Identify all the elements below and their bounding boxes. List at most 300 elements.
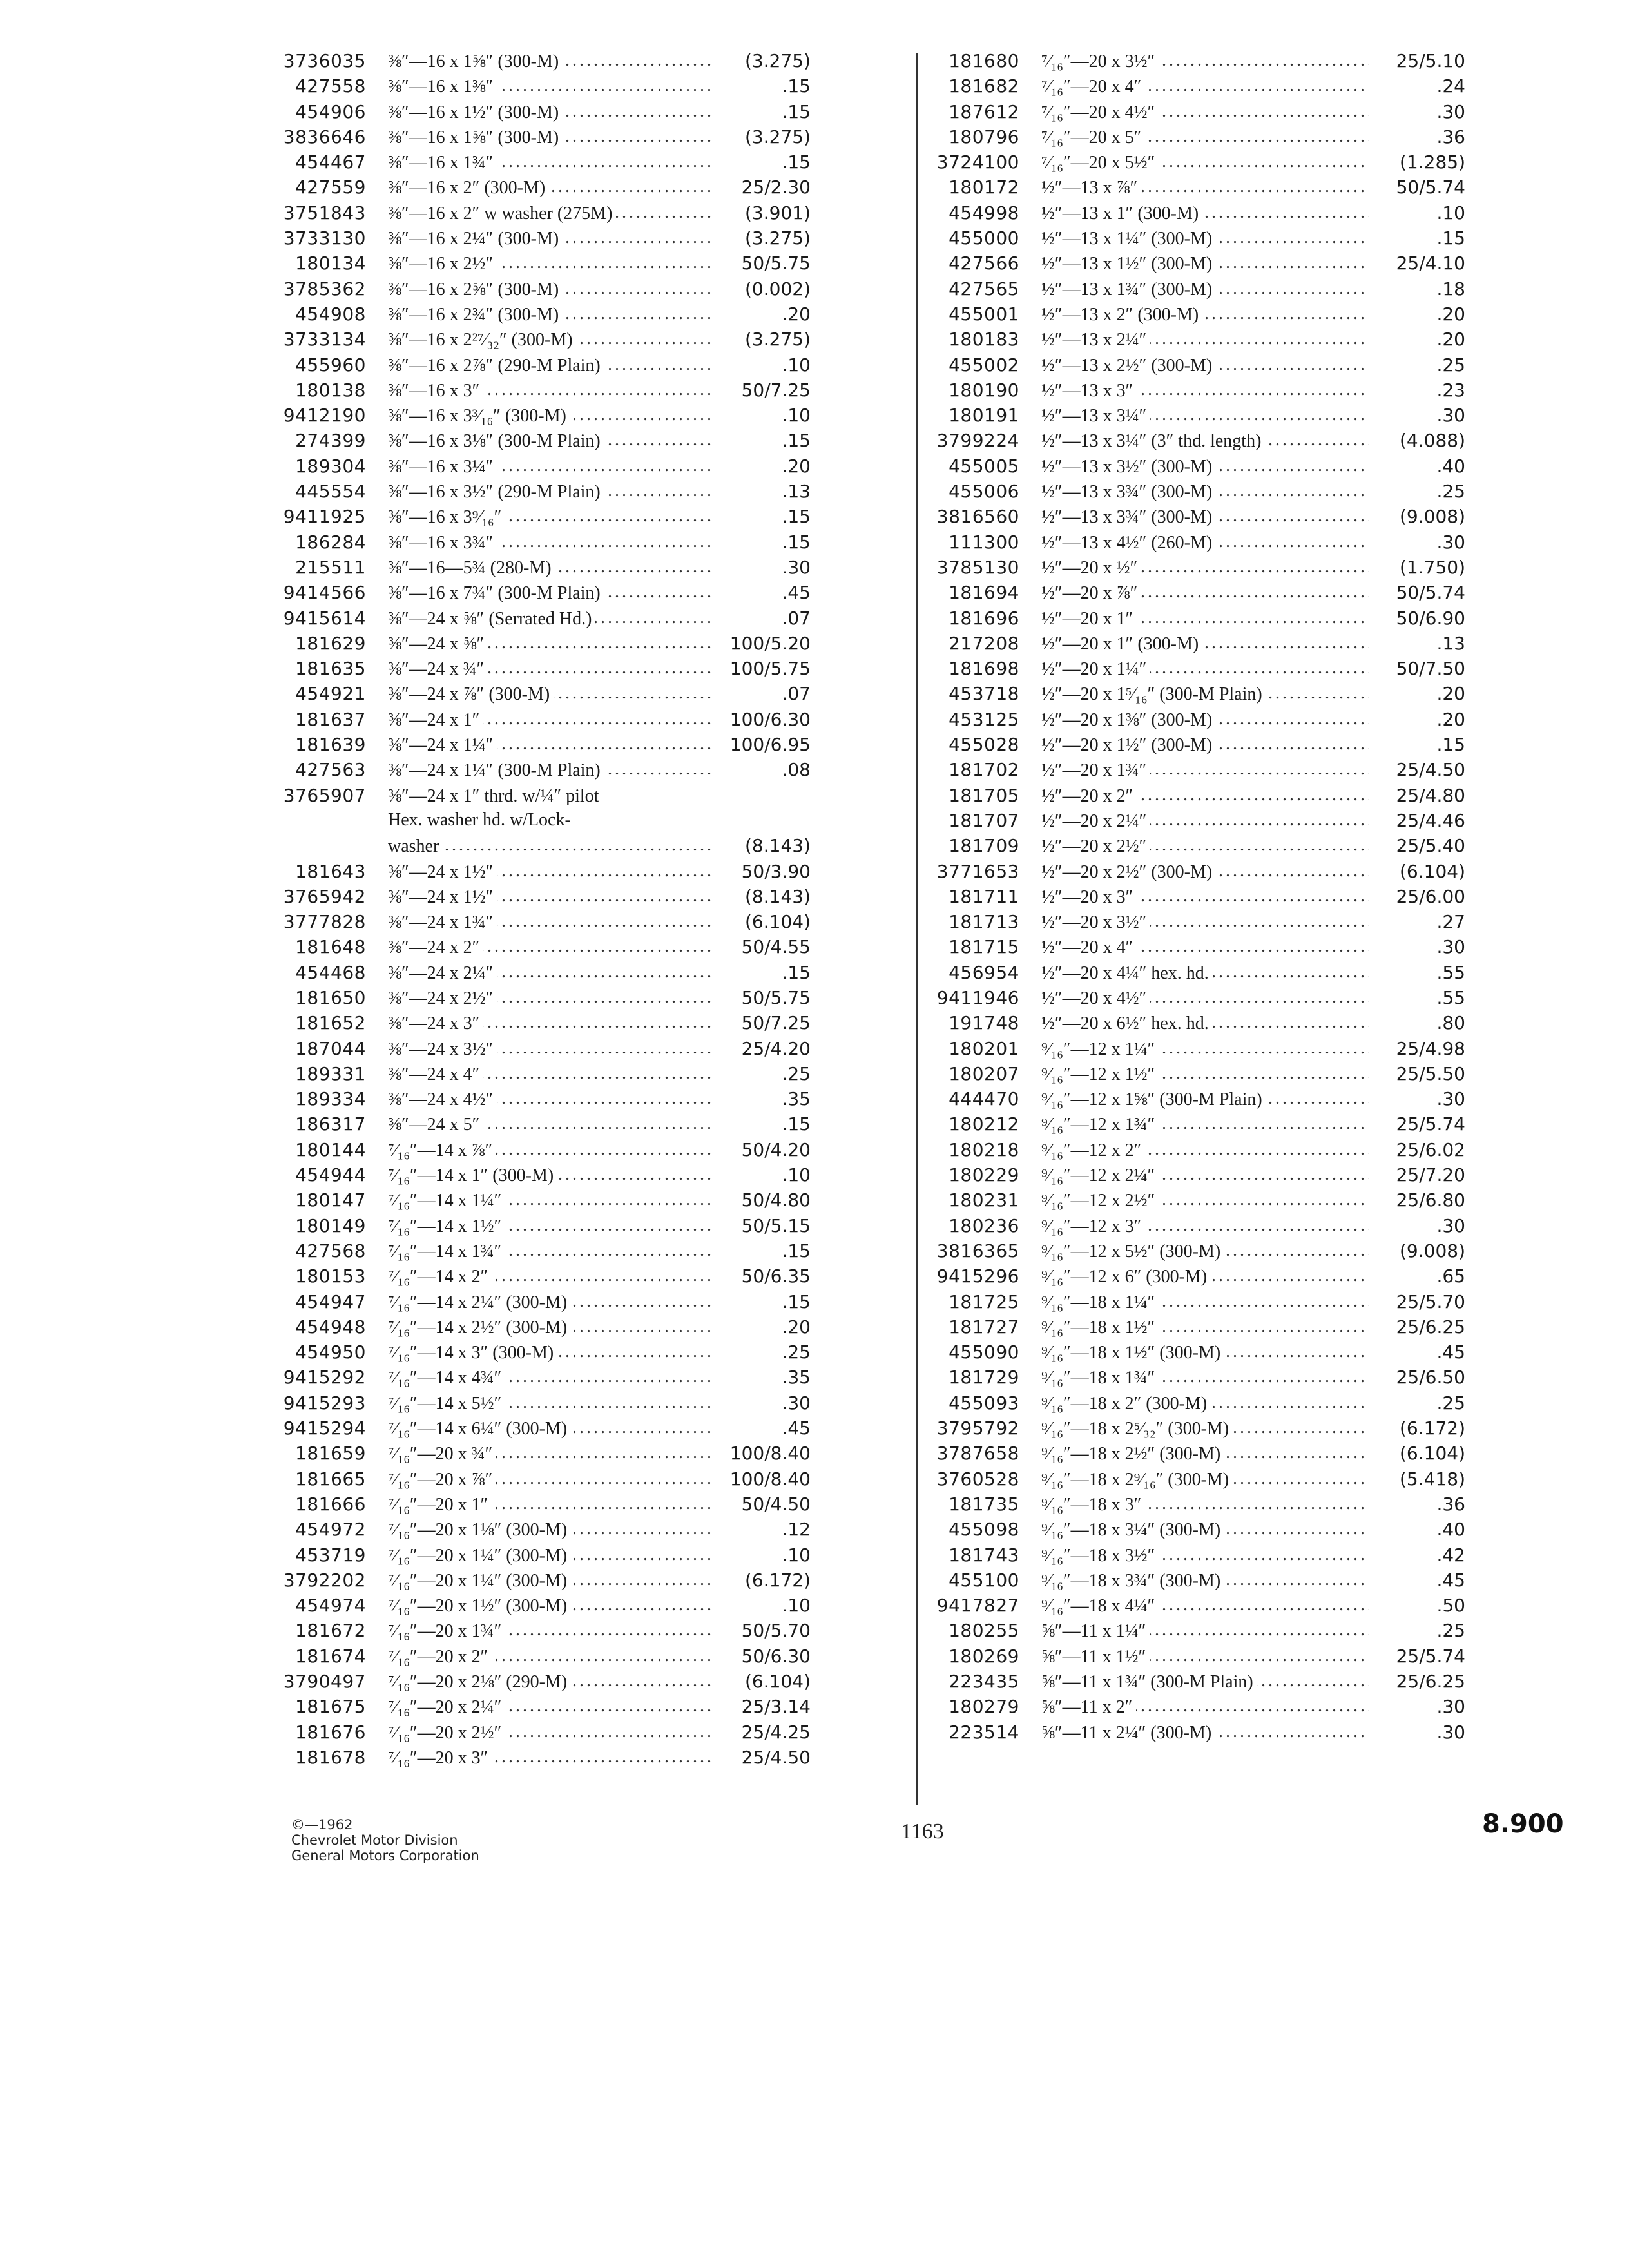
- part-description-text: ⅜″—16 x 2″ w washer (275M): [388, 204, 616, 224]
- part-description-text: ⁷⁄₁₆″—14 x 1¾″: [388, 1242, 505, 1262]
- part-price: 25/6.50: [1369, 1367, 1465, 1388]
- part-number: 455000: [949, 227, 1019, 249]
- part-price: 50/5.70: [714, 1620, 811, 1641]
- part-description-text: ½″—20 x ½″: [1041, 558, 1141, 578]
- part-description: [388, 102, 714, 123]
- part-number: 180190: [949, 379, 1019, 401]
- part-number: 3765907: [283, 784, 366, 806]
- part-description: [1041, 1672, 1369, 1693]
- part-description: [388, 609, 714, 629]
- parts-row: [269, 557, 811, 582]
- parts-row: [923, 1696, 1465, 1721]
- parts-row: [923, 1240, 1465, 1265]
- part-description-text: ⅜″—24 x 2¼″: [388, 963, 497, 983]
- part-description: [388, 254, 714, 274]
- part-description: [388, 330, 714, 351]
- part-description: [388, 533, 714, 553]
- parts-list-right-column: [923, 50, 1465, 1747]
- part-description: [1041, 836, 1369, 857]
- part-number: 3736035: [283, 50, 366, 72]
- part-description: [1041, 52, 1369, 72]
- part-number: 181639: [295, 734, 366, 756]
- part-number: 3760528: [936, 1468, 1019, 1490]
- parts-row: [923, 1012, 1465, 1037]
- part-description: [388, 305, 714, 325]
- part-description-text: ⅜″—16 x 2″ (300-M): [388, 178, 549, 198]
- part-description: [388, 810, 714, 831]
- part-price: .20: [714, 456, 811, 477]
- parts-row: [269, 506, 811, 531]
- part-description: [1041, 988, 1369, 1009]
- part-description-text: ⁹⁄₁₆″—18 x 2″ (300-M): [1041, 1394, 1211, 1414]
- part-description: [388, 1368, 714, 1389]
- part-number: 181707: [949, 809, 1019, 831]
- part-number: 453125: [949, 708, 1019, 730]
- parts-row: [923, 278, 1465, 303]
- part-description: [1041, 1647, 1369, 1667]
- part-description-text: ½″—20 x 1⅜″ (300-M): [1041, 710, 1216, 730]
- section-number: 8.900: [1482, 1809, 1564, 1839]
- part-description: [1041, 1293, 1369, 1313]
- part-description-text: ⁹⁄₁₆″—18 x 3¾″ (300-M): [1041, 1571, 1224, 1591]
- part-number: 181725: [949, 1291, 1019, 1312]
- parts-row: [923, 1189, 1465, 1215]
- part-description-text: ½″—13 x ⅞″: [1041, 178, 1141, 198]
- part-price: (6.104): [1369, 1443, 1465, 1464]
- parts-row: [269, 1392, 811, 1418]
- parts-row: [923, 1113, 1465, 1139]
- parts-row: [269, 886, 811, 911]
- part-description: [1041, 229, 1369, 249]
- part-description: [388, 482, 714, 503]
- part-description: [1041, 862, 1369, 883]
- part-price: .10: [714, 405, 811, 426]
- part-description: [1041, 1115, 1369, 1135]
- parts-row: [923, 962, 1465, 987]
- part-description: [388, 760, 714, 781]
- part-price: .15: [714, 430, 811, 451]
- part-price: .36: [1369, 126, 1465, 148]
- parts-row: [923, 936, 1465, 961]
- part-description-text: ½″—13 x 3¼″ (3″ thd. length): [1041, 431, 1265, 451]
- part-price: (8.143): [714, 835, 811, 856]
- part-price: 50/3.90: [714, 861, 811, 882]
- part-number: 180218: [949, 1139, 1019, 1160]
- part-description-text: ⁷⁄₁₆″—20 x 2½″: [388, 1723, 505, 1743]
- part-description-text: ½″—13 x 3¼″: [1041, 406, 1150, 426]
- part-price: .08: [714, 759, 811, 780]
- parts-row: [923, 177, 1465, 202]
- part-price: 25/6.25: [1369, 1316, 1465, 1338]
- part-description-text: ⁷⁄₁₆″—20 x ⅞″: [388, 1470, 496, 1490]
- part-price: .07: [714, 608, 811, 629]
- part-description: [1041, 457, 1369, 477]
- parts-row: [923, 810, 1465, 835]
- part-price: .13: [714, 481, 811, 502]
- parts-row: [923, 126, 1465, 151]
- parts-row: [269, 1722, 811, 1747]
- part-description-text: ½″—13 x 3¾″ (300-M): [1041, 482, 1216, 502]
- part-description-text: ⁹⁄₁₆″—18 x 3″: [1041, 1495, 1145, 1515]
- part-price: 25/4.46: [1369, 810, 1465, 831]
- part-number: 181666: [295, 1493, 366, 1515]
- part-price: 25/7.20: [1369, 1164, 1465, 1186]
- part-description-text: ½″—20 x 1¾″: [1041, 760, 1150, 780]
- part-description: [1041, 77, 1369, 97]
- part-description: [388, 1419, 714, 1439]
- part-price: .10: [714, 1544, 811, 1566]
- part-price: (3.275): [714, 50, 811, 72]
- part-description-text: ⁷⁄₁₆″—20 x 2⅛″ (290-M): [388, 1672, 571, 1692]
- part-description-text: ⁹⁄₁₆″—18 x 2⁹⁄₁₆″ (300-M): [1041, 1470, 1233, 1490]
- parts-row: [923, 709, 1465, 734]
- part-description: [1041, 583, 1369, 604]
- part-description-text: ⅜″—24 x 1½″: [388, 862, 497, 882]
- part-description-text: ⅜″—24 x 2″: [388, 937, 483, 957]
- part-description-text: ⁷⁄₁₆″—14 x 2½″ (300-M): [388, 1318, 571, 1338]
- parts-row: [923, 1494, 1465, 1519]
- part-description-text: ½″—13 x 3½″ (300-M): [1041, 457, 1216, 477]
- parts-row: [269, 1215, 811, 1240]
- parts-row: [269, 1671, 811, 1696]
- part-description-text: ⁹⁄₁₆″—18 x 4¼″: [1041, 1596, 1159, 1616]
- parts-row: [923, 835, 1465, 860]
- part-description: [388, 457, 714, 477]
- part-description: [1041, 1343, 1369, 1363]
- parts-row: [923, 759, 1465, 784]
- parts-row: [923, 1620, 1465, 1645]
- part-number: 181729: [949, 1367, 1019, 1389]
- part-description: [388, 1014, 714, 1034]
- part-price: .15: [1369, 734, 1465, 755]
- part-number: 181735: [949, 1493, 1019, 1515]
- part-price: 50/5.75: [714, 987, 811, 1008]
- part-number: 3785362: [283, 278, 366, 300]
- parts-row: [923, 1468, 1465, 1494]
- part-description: [1041, 431, 1369, 452]
- part-price: 25/4.98: [1369, 1038, 1465, 1059]
- parts-row: [269, 430, 811, 455]
- part-description: [388, 1571, 714, 1591]
- part-description-text: ⅜″—24 x ¾″: [388, 659, 488, 679]
- part-price: .15: [714, 1240, 811, 1262]
- part-description: [388, 1318, 714, 1338]
- part-description-text: ⁷⁄₁₆″—20 x 4″: [1041, 77, 1145, 97]
- part-price: .45: [714, 582, 811, 603]
- parts-row: [923, 1038, 1465, 1063]
- part-number: 180212: [949, 1113, 1019, 1135]
- part-price: .25: [714, 1063, 811, 1084]
- parts-row: [923, 633, 1465, 658]
- part-number: 181676: [295, 1721, 366, 1743]
- parts-row: [269, 329, 811, 354]
- part-price: .35: [714, 1367, 811, 1388]
- part-description: [1041, 1621, 1369, 1642]
- part-description-text: ⅜″—16 x 2²⁷⁄₃₂″ (300-M): [388, 330, 577, 350]
- part-number: 3751843: [283, 202, 366, 224]
- part-price: .25: [1369, 1620, 1465, 1641]
- part-description: [1041, 1495, 1369, 1515]
- part-price: (6.172): [714, 1570, 811, 1591]
- part-description-text: ⅜″—16 x 3¼″: [388, 457, 497, 477]
- part-description: [1041, 381, 1369, 401]
- part-description: [1041, 178, 1369, 198]
- part-number: 455098: [949, 1519, 1019, 1541]
- part-number: 223514: [949, 1721, 1019, 1743]
- part-price: .12: [714, 1519, 811, 1540]
- part-price: .25: [1369, 1392, 1465, 1414]
- part-price: (6.172): [1369, 1418, 1465, 1439]
- part-number: 9417827: [936, 1595, 1019, 1617]
- parts-row: [923, 1291, 1465, 1316]
- part-number: 3724100: [936, 151, 1019, 173]
- part-price: .15: [714, 1113, 811, 1135]
- part-price: (3.275): [714, 126, 811, 148]
- parts-row: [269, 202, 811, 227]
- part-description-text: ⁷⁄₁₆″—14 x 2¼″ (300-M): [388, 1293, 571, 1312]
- part-number: 454921: [295, 683, 366, 705]
- part-description-text: ⁹⁄₁₆″—18 x 2½″ (300-M): [1041, 1444, 1224, 1464]
- part-number: 454944: [295, 1164, 366, 1186]
- part-price: 50/5.74: [1369, 177, 1465, 198]
- part-price: (3.275): [714, 227, 811, 249]
- parts-row: [269, 151, 811, 177]
- part-description-text: ⅜″—16 x 1⅜″: [388, 77, 497, 97]
- part-number: 181705: [949, 784, 1019, 806]
- part-price: (1.750): [1369, 557, 1465, 578]
- parts-row: [269, 987, 811, 1012]
- part-description: [1041, 811, 1369, 832]
- part-description-text: ½″—13 x 2″ (300-M): [1041, 305, 1202, 325]
- part-number: 181659: [295, 1443, 366, 1465]
- part-number: 9415294: [283, 1418, 366, 1439]
- part-price: 25/5.40: [1369, 835, 1465, 856]
- part-description-text: ½″—20 x 4″: [1041, 937, 1137, 957]
- part-number: 180207: [949, 1062, 1019, 1084]
- part-description-text: ½″—20 x 3½″: [1041, 912, 1150, 932]
- part-description: [1041, 280, 1369, 300]
- part-number: 427568: [295, 1240, 366, 1262]
- part-description: [1041, 533, 1369, 553]
- part-price: .25: [1369, 354, 1465, 376]
- part-price: .30: [1369, 936, 1465, 957]
- part-price: (6.104): [1369, 861, 1465, 882]
- part-description: [388, 1090, 714, 1110]
- part-description: [1041, 1064, 1369, 1085]
- parts-row: [269, 1443, 811, 1468]
- part-description-text: ⅝″—11 x 1½″: [1041, 1647, 1150, 1667]
- parts-row: [269, 810, 811, 835]
- part-description-text: ⁷⁄₁₆″—20 x 1¾″: [388, 1621, 505, 1641]
- part-number: 454908: [295, 303, 366, 325]
- part-description: [388, 406, 714, 427]
- part-number: 455093: [949, 1392, 1019, 1414]
- part-description-text: ⁷⁄₁₆″—20 x ¾″: [388, 1444, 496, 1464]
- part-description-text: ⅜″—16 x 7¾″ (300-M Plain): [388, 583, 604, 603]
- part-description-text: ⁷⁄₁₆″—14 x 6¼″ (300-M): [388, 1419, 571, 1439]
- part-number: 187044: [295, 1037, 366, 1059]
- part-description: [388, 507, 714, 528]
- part-number: 181635: [295, 658, 366, 680]
- parts-row: [269, 658, 811, 683]
- part-price: 100/5.20: [714, 633, 811, 654]
- part-description-text: ½″—20 x 2½″ (300-M): [1041, 862, 1216, 882]
- part-price: 25/4.10: [1369, 253, 1465, 274]
- part-price: .55: [1369, 987, 1465, 1008]
- part-description: [1041, 1394, 1369, 1414]
- page-number: 1163: [901, 1820, 944, 1843]
- part-price: 50/6.35: [714, 1265, 811, 1287]
- part-description: [388, 356, 714, 376]
- part-number: 181675: [295, 1696, 366, 1718]
- part-number: 3836646: [283, 126, 366, 148]
- part-number: 427559: [295, 177, 366, 198]
- part-description-text: ⁷⁄₁₆″—14 x 5½″: [388, 1394, 505, 1414]
- part-number: 181648: [295, 936, 366, 958]
- part-description: [388, 1621, 714, 1642]
- parts-row: [269, 1544, 811, 1570]
- part-description: [1041, 659, 1369, 680]
- part-price: .55: [1369, 962, 1465, 983]
- part-description-text: ½″—20 x 1″: [1041, 609, 1137, 629]
- part-description: [388, 887, 714, 908]
- part-description-text: ⅜″—24 x 1¾″: [388, 912, 497, 932]
- part-description: [1041, 1318, 1369, 1338]
- parts-row: [923, 683, 1465, 708]
- parts-row: [269, 1367, 811, 1392]
- part-description: [388, 1191, 714, 1211]
- part-description-text: ⁷⁄₁₆″—14 x 2″: [388, 1267, 492, 1287]
- part-description-text: ⅜″—24 x ⅞″ (300-M): [388, 684, 554, 704]
- part-price: .07: [714, 683, 811, 704]
- part-description-text: ⅜″—24 x 1″ thrd. w/¼″ pilot: [388, 786, 602, 806]
- parts-row: [269, 1418, 811, 1443]
- part-description: [388, 1697, 714, 1718]
- part-number: 180153: [295, 1265, 366, 1287]
- part-description-text: ½″—20 x 2½″: [1041, 836, 1150, 856]
- part-description: [1041, 1571, 1369, 1591]
- parts-row: [269, 633, 811, 658]
- part-description-text: ⁷⁄₁₆″—20 x 1″: [388, 1495, 492, 1515]
- part-description: [388, 912, 714, 933]
- part-number: 9415293: [283, 1392, 366, 1414]
- parts-row: [923, 911, 1465, 936]
- part-description: [388, 204, 714, 224]
- parts-row: [269, 1139, 811, 1164]
- parts-row: [923, 1265, 1465, 1291]
- parts-row: [923, 1341, 1465, 1367]
- part-description: [388, 735, 714, 756]
- part-description-text: ⅜″—24 x 3″: [388, 1014, 483, 1033]
- parts-row: [269, 177, 811, 202]
- part-description-text: ⁹⁄₁₆″—18 x 1¼″: [1041, 1293, 1159, 1312]
- part-description: [1041, 912, 1369, 933]
- part-number: 180172: [949, 177, 1019, 198]
- part-price: .10: [1369, 202, 1465, 224]
- parts-row: [923, 1722, 1465, 1747]
- parts-row: [269, 1189, 811, 1215]
- part-description-text: ⅝″—11 x 1¾″ (300-M Plain): [1041, 1672, 1257, 1692]
- part-description-text: ⁹⁄₁₆″—18 x 3¼″ (300-M): [1041, 1520, 1224, 1540]
- part-price: .25: [1369, 481, 1465, 502]
- part-description-text: ⅜″—16 x 1⅝″ (300-M): [388, 128, 563, 148]
- copyright-year: ©—1962: [291, 1817, 353, 1832]
- part-description: [1041, 1368, 1369, 1389]
- parts-row: [923, 532, 1465, 557]
- part-description-text: ⅜″—16 x 2¾″ (300-M): [388, 305, 563, 325]
- part-price: .15: [714, 1291, 811, 1312]
- part-price: .15: [714, 506, 811, 527]
- part-price: 50/6.30: [714, 1646, 811, 1667]
- part-number: 427565: [949, 278, 1019, 300]
- part-description-text: ⅜″—16—5¾ (280-M): [388, 558, 555, 578]
- part-description-text: ⁷⁄₁₆″—20 x 1¼″ (300-M): [388, 1546, 571, 1566]
- part-number: 180138: [295, 379, 366, 401]
- part-description: [1041, 507, 1369, 528]
- part-price: 25/2.30: [714, 177, 811, 198]
- part-description-text: ½″—13 x 1¼″ (300-M): [1041, 229, 1216, 249]
- part-number: 180134: [295, 253, 366, 274]
- part-description: [1041, 786, 1369, 807]
- part-price: .30: [1369, 101, 1465, 122]
- parts-row: [923, 1519, 1465, 1544]
- parts-row: [269, 1620, 811, 1645]
- parts-row: [269, 1038, 811, 1063]
- parts-row: [269, 227, 811, 253]
- part-price: 50/7.25: [714, 380, 811, 401]
- part-number: 455028: [949, 734, 1019, 756]
- part-description-text: ⁹⁄₁₆″—12 x 5½″ (300-M): [1041, 1242, 1224, 1262]
- parts-row: [923, 861, 1465, 886]
- parts-row: [269, 785, 811, 810]
- part-price: .80: [1369, 1012, 1465, 1033]
- part-number: 444470: [949, 1088, 1019, 1110]
- part-price: .20: [1369, 329, 1465, 350]
- part-number: 3765942: [283, 885, 366, 907]
- part-description-text: ⁹⁄₁₆″—18 x 2⁵⁄₃₂″ (300-M): [1041, 1419, 1233, 1439]
- part-description: [1041, 1267, 1369, 1287]
- part-number: 180236: [949, 1215, 1019, 1236]
- part-description-text: ½″—13 x 1¾″ (300-M): [1041, 280, 1216, 300]
- part-description: [1041, 153, 1369, 173]
- part-description: [1041, 330, 1369, 351]
- part-number: 454972: [295, 1519, 366, 1541]
- part-price: 25/4.20: [714, 1038, 811, 1059]
- part-description: [388, 1748, 714, 1769]
- parts-row: [923, 380, 1465, 405]
- part-number: 186317: [295, 1113, 366, 1135]
- part-number: 181694: [949, 582, 1019, 604]
- part-description: [388, 1039, 714, 1060]
- parts-row: [269, 481, 811, 506]
- copyright-corporation: General Motors Corporation: [291, 1848, 479, 1863]
- part-description: [1041, 1140, 1369, 1161]
- part-description-text: ⁹⁄₁₆″—12 x 3″: [1041, 1216, 1145, 1236]
- part-description-text: ⁹⁄₁₆″—12 x 2″: [1041, 1140, 1145, 1160]
- part-number: 180149: [295, 1215, 366, 1236]
- part-price: .30: [1369, 405, 1465, 426]
- part-description: [388, 1064, 714, 1085]
- part-description-text: ⅜″—16 x 2¼″ (300-M): [388, 229, 563, 249]
- part-number: 181702: [949, 759, 1019, 781]
- parts-row: [923, 405, 1465, 430]
- part-number: 445554: [295, 481, 366, 503]
- part-description: [1041, 356, 1369, 376]
- parts-row: [923, 303, 1465, 329]
- part-description: [1041, 1216, 1369, 1237]
- part-description: [388, 1723, 714, 1744]
- part-description: [1041, 1697, 1369, 1718]
